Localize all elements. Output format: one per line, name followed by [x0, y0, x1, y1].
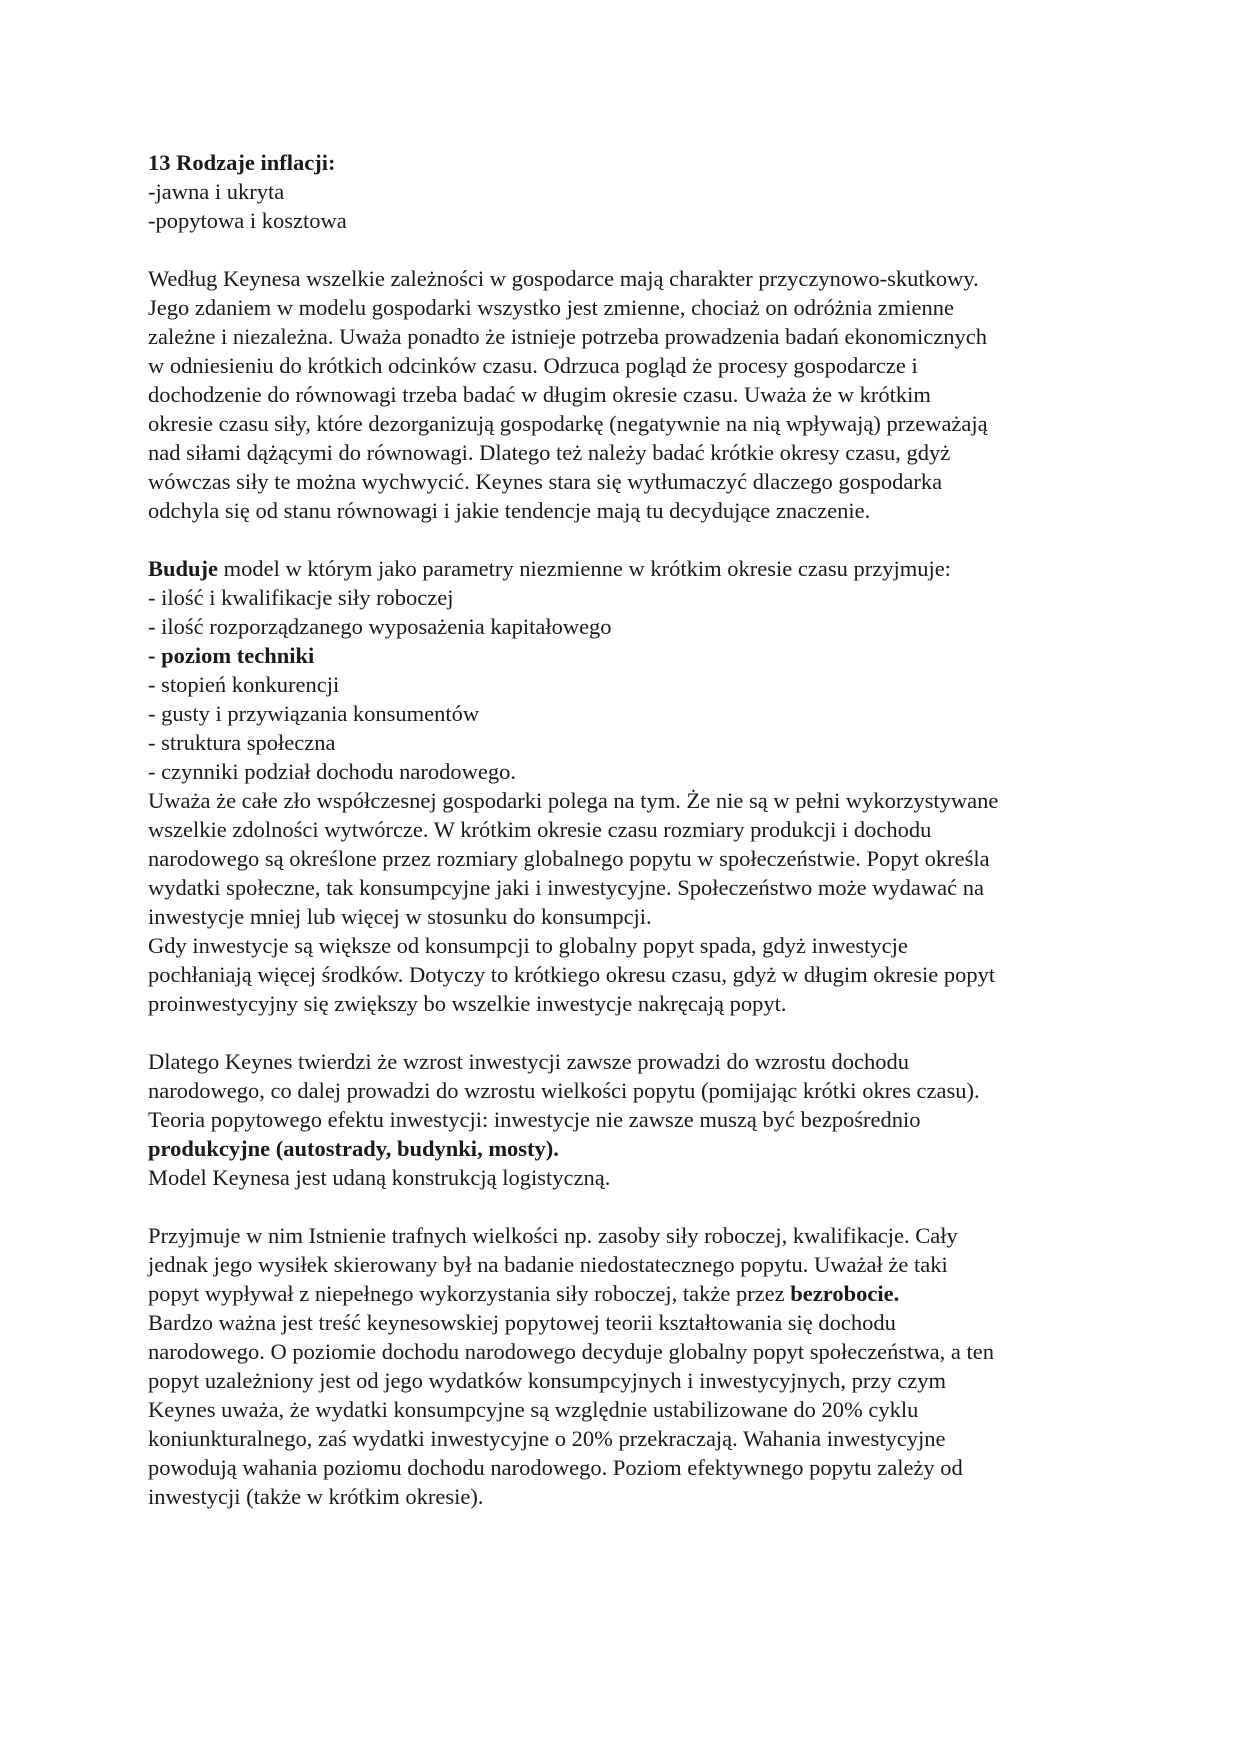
text-line: narodowego, co dalej prowadzi do wzrostu wielkości popytu (pomijając krótki okres czasu).	[148, 1078, 980, 1103]
document-body	[148, 148, 1108, 1511]
list-item: - struktura społeczna	[148, 730, 336, 755]
list-item: - ilość i kwalifikacje siły roboczej	[148, 585, 454, 610]
list-item: - stopień konkurencji	[148, 672, 340, 697]
text-line: odchyla się od stanu równowagi i jakie tendencje mają tu decydujące znaczenie.	[148, 498, 871, 523]
text-line	[148, 1279, 1108, 1308]
paragraph-gap	[148, 1018, 1108, 1047]
paragraph-gap	[148, 525, 1108, 554]
bold-word: bezrobocie.	[790, 1281, 900, 1306]
text-line: jednak jego wysiłek skierowany był na badanie niedostatecznego popytu. Uważał że taki	[148, 1252, 948, 1277]
text-line-bold: produkcyjne (autostrady, budynki, mosty).	[148, 1136, 559, 1161]
text-line: Jego zdaniem w modelu gospodarki wszystko jest zmienne, chociaż on odróżnia zmienne	[148, 295, 955, 320]
list-item-bold: - poziom techniki	[148, 643, 315, 668]
paragraph-model-parameters	[148, 554, 1108, 786]
text-line: narodowego są określone przez rozmiary globalnego popytu w społeczeństwie. Popyt określa	[148, 846, 990, 871]
list-item: - ilość rozporządzanego wyposażenia kapitałowego	[148, 614, 612, 639]
paragraph-investment-growth	[148, 1047, 1108, 1192]
paragraph-demand-theory	[148, 1221, 1108, 1511]
text-line: dochodzenie do równowagi trzeba badać w długim okresie czasu. Uważa że w krótkim	[148, 382, 931, 407]
text-line: pochłaniają więcej środków. Dotyczy to krótkiego okresu czasu, gdyż w długim okresie popyt	[148, 962, 996, 987]
paragraph-keynes-causality	[148, 264, 1108, 525]
bold-word: Buduje	[148, 556, 219, 581]
text-line: inwestycje mniej lub więcej w stosunku do konsumpcji.	[148, 904, 652, 929]
paragraph-gap	[148, 1192, 1108, 1221]
text-line: koniunkturalnego, zaś wydatki inwestycyjne o 20% przekraczają. Wahania inwestycyjne	[148, 1426, 946, 1451]
text-line: wydatki społeczne, tak konsumpcyjne jaki i inwestycyjne. Społeczeństwo może wydawać na	[148, 875, 985, 900]
intro-line: -jawna i ukryta	[148, 179, 285, 204]
list-item: - czynniki podział dochodu narodowego.	[148, 759, 517, 784]
text-line: Keynes uważa, że wydatki konsumpcyjne są względnie ustabilizowane do 20% cyklu	[148, 1397, 919, 1422]
intro-line: -popytowa i kosztowa	[148, 208, 347, 233]
text-fragment: model w którym jako parametry niezmienne w krótkim okresie czasu przyjmuje:	[218, 556, 951, 581]
text-line: nad siłami dążącymi do równowagi. Dlatego też należy badać krótkie okresy czasu, gdyż	[148, 440, 951, 465]
paragraph-economy-evil	[148, 786, 1108, 1018]
text-line: wszelkie zdolności wytwórcze. W krótkim okresie czasu rozmiary produkcji i dochodu	[148, 817, 932, 842]
text-line: Model Keynesa jest udaną konstrukcją logistyczną.	[148, 1165, 611, 1190]
text-line: w odniesieniu do krótkich odcinków czasu. Odrzuca pogląd że procesy gospodarcze i	[148, 353, 918, 378]
text-line: popyt uzależniony jest od jego wydatków konsumpcyjnych i inwestycyjnych, przy czym	[148, 1368, 946, 1393]
text-line: Uważa że całe zło współczesnej gospodarki polega na tym. Że nie są w pełni wykorzystywane	[148, 788, 999, 813]
paragraph-gap	[148, 235, 1108, 264]
text-line: proinwestycyjny się zwiększy bo wszelkie inwestycje nakręcają popyt.	[148, 991, 787, 1016]
text-line: Bardzo ważna jest treść keynesowskiej popytowej teorii kształtowania się dochodu	[148, 1310, 896, 1335]
text-line: Przyjmuje w nim Istnienie trafnych wielkości np. zasoby siły roboczej, kwalifikacje. Cały	[148, 1223, 958, 1248]
text-line: Dlatego Keynes twierdzi że wzrost inwestycji zawsze prowadzi do wzrostu dochodu	[148, 1049, 910, 1074]
text-line: inwestycji (także w krótkim okresie).	[148, 1484, 484, 1509]
text-line: zależne i niezależna. Uważa ponadto że istnieje potrzeba prowadzenia badań ekonomicznych	[148, 324, 987, 349]
text-fragment: popyt wypływał z niepełnego wykorzystania siły roboczej, także przez	[148, 1281, 791, 1306]
text-line	[148, 554, 1108, 583]
text-line: wówczas siły te można wychwycić. Keynes stara się wytłumaczyć dlaczego gospodarka	[148, 469, 943, 494]
text-line: Teoria popytowego efektu inwestycji: inwestycje nie zawsze muszą być bezpośrednio	[148, 1107, 921, 1132]
text-line: Według Keynesa wszelkie zależności w gospodarce mają charakter przyczynowo-skutkowy.	[148, 266, 979, 291]
document-heading: 13 Rodzaje inflacji:	[148, 150, 336, 175]
text-line: okresie czasu siły, które dezorganizują gospodarkę (negatywnie na nią wpływają) przeważają	[148, 411, 988, 436]
text-line: powodują wahania poziomu dochodu narodowego. Poziom efektywnego popytu zależy od	[148, 1455, 963, 1480]
text-line: narodowego. O poziomie dochodu narodowego decyduje globalny popyt społeczeństwa, a ten	[148, 1339, 995, 1364]
list-item: - gusty i przywiązania konsumentów	[148, 701, 480, 726]
text-line: Gdy inwestycje są większe od konsumpcji to globalny popyt spada, gdyż inwestycje	[148, 933, 908, 958]
